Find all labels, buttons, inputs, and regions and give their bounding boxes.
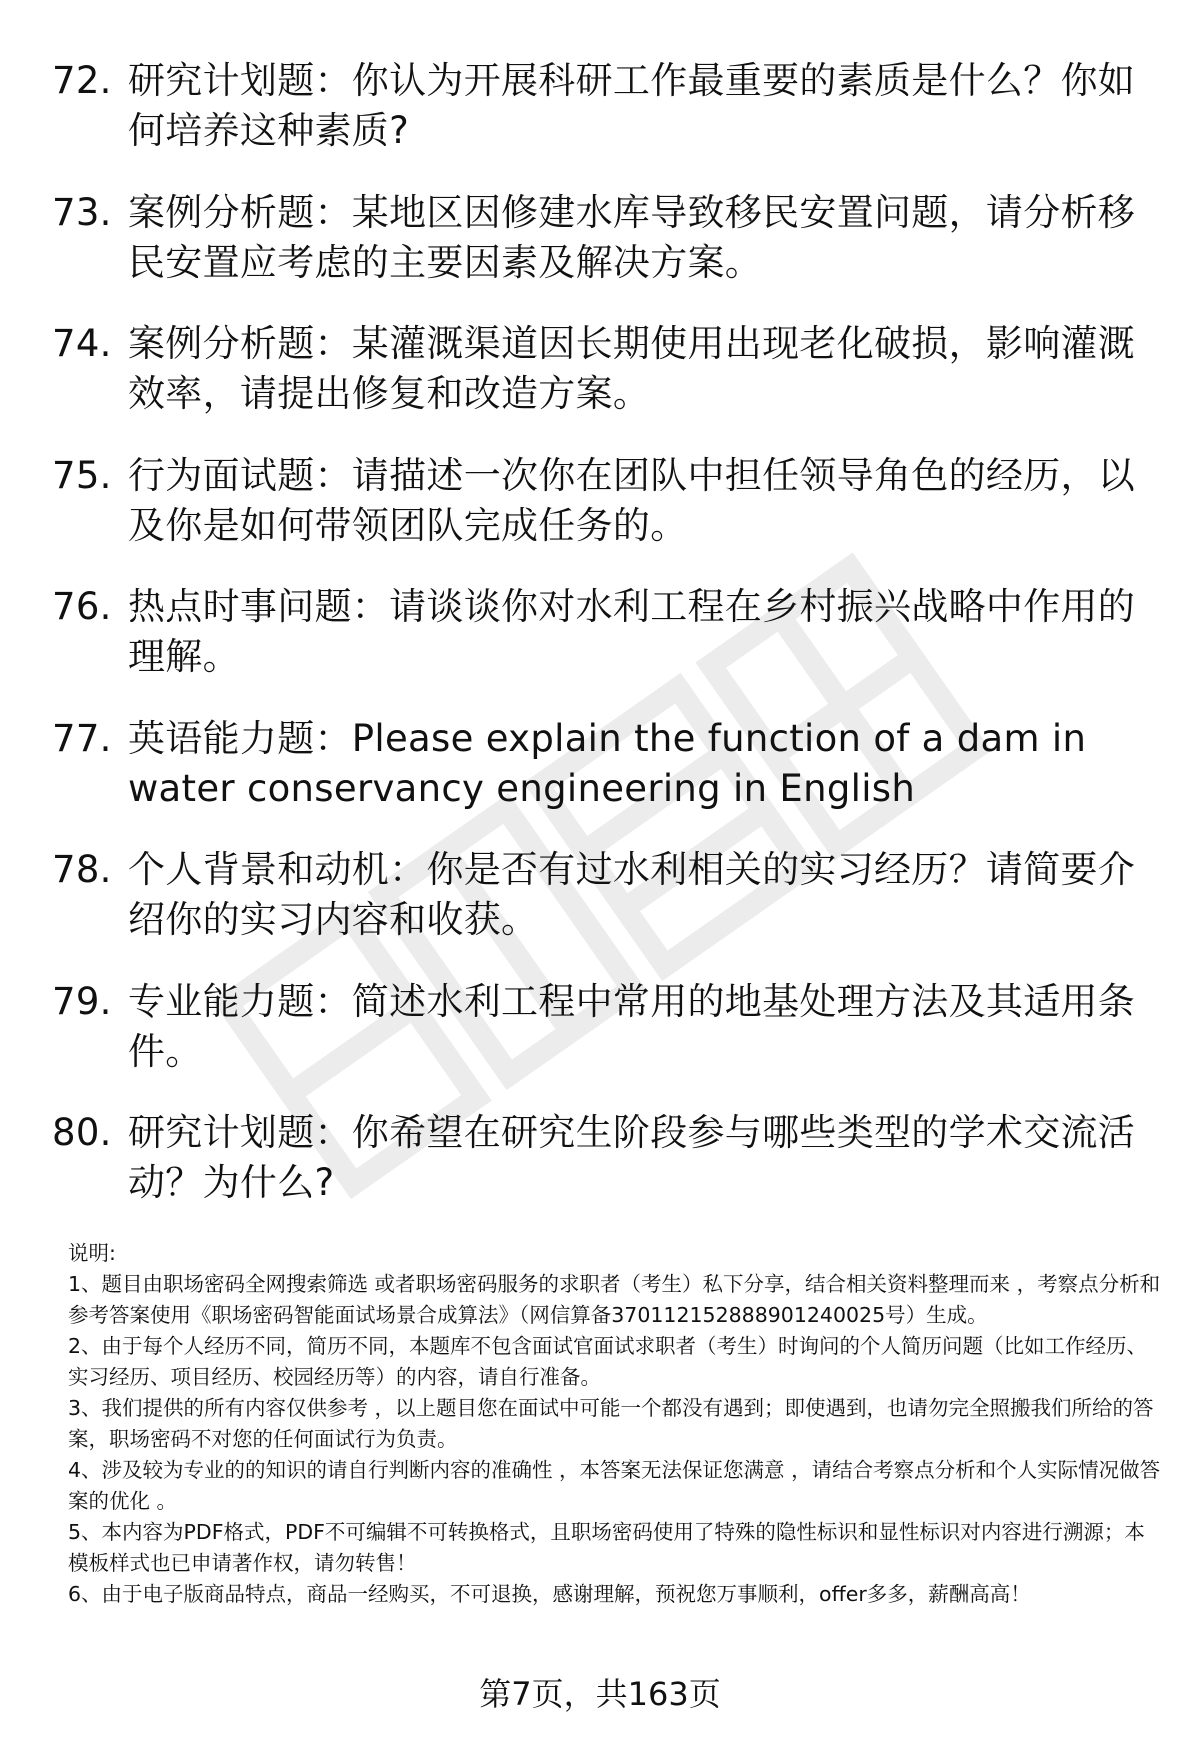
note-item: 2、由于每个人经历不同，简历不同，本题库不包含面试官面试求职者（考生）时询问的个人简历问题（比如工作经历、实习经历、项目经历、校园经历等）的内容，请自行准备。 — [68, 1334, 1148, 1389]
note-item: 4、涉及较为专业的的知识的请自行判断内容的准确性 ，本答案无法保证您满意 ，请结合考察点分析和个人实际情况做答案的优化 。 — [68, 1458, 1161, 1513]
note-item: 3、我们提供的所有内容仅供参考 ，以上题目您在面试中可能一个都没有遇到；即使遇到，也请勿完全照搬我们所给的答案，职场密码不对您的任何面试行为负责。 — [68, 1396, 1154, 1451]
question-text: 研究计划题：你认为开展科研工作最重要的素质是什么？你如何培养这种素质? — [128, 59, 1136, 152]
question-item — [52, 319, 1162, 419]
question-number: 72. — [52, 59, 112, 102]
question-number: 74. — [52, 322, 112, 365]
question-number: 76. — [52, 585, 112, 628]
question-text: 案例分析题：某地区因修建水库导致移民安置问题，请分析移民安置应考虑的主要因素及解决方案。 — [128, 190, 1136, 284]
question-text: 个人背景和动机：你是否有过水利相关的实习经历？请简要介绍你的实习内容和收获。 — [128, 848, 1136, 941]
question-item — [52, 582, 1162, 682]
question-number: 77. — [52, 716, 112, 760]
question-text: 英语能力题：Please explain the function of a dam in water conservancy engineering in English — [128, 716, 1087, 810]
question-text: 研究计划题：你希望在研究生阶段参与哪些类型的学术交流活动？为什么? — [128, 1111, 1136, 1204]
note-item: 6、由于电子版商品特点，商品一经购买，不可退换，感谢理解，预祝您万事顺利，offer多多，薪酬高高！ — [68, 1582, 1031, 1606]
question-number: 73. — [52, 190, 112, 234]
notes-heading: 说明: — [68, 1241, 116, 1265]
question-item — [52, 714, 1162, 814]
question-text: 专业能力题：简述水利工程中常用的地基处理方法及其适用条件。 — [128, 979, 1136, 1073]
question-item — [52, 1108, 1162, 1208]
notes-section — [68, 1238, 1163, 1610]
question-number: 80. — [52, 1111, 112, 1154]
question-number: 78. — [52, 848, 112, 891]
question-text: 行为面试题：请描述一次你在团队中担任领导角色的经历，以及你是如何带领团队完成任务的。 — [128, 453, 1136, 547]
question-item — [52, 56, 1162, 156]
question-number: 79. — [52, 979, 112, 1023]
question-number: 75. — [52, 453, 112, 497]
question-item — [52, 845, 1162, 945]
question-text: 案例分析题：某灌溉渠道因长期使用出现老化破损，影响灌溉效率，请提出修复和改造方案。 — [128, 322, 1136, 415]
question-item — [52, 188, 1162, 288]
note-item: 5、本内容为PDF格式，PDF不可编辑不可转换格式，且职场密码使用了特殊的隐性标识和显性标识对内容进行溯源；本模板样式也已申请著作权，请勿转售！ — [68, 1520, 1145, 1575]
question-text: 热点时事问题：请谈谈你对水利工程在乡村振兴战略中作用的理解。 — [128, 585, 1136, 678]
note-item: 1、题目由职场密码全网搜索筛选 或者职场密码服务的求职者（考生）私下分享，结合相关资料整理而来 ，考察点分析和参考答案使用《职场密码智能面试场景合成算法》（网信算备370112152888901240025号）生成。 — [68, 1272, 1161, 1327]
question-list — [52, 56, 1162, 1240]
question-item — [52, 451, 1162, 551]
page-footer: 第7页，共163页 — [479, 1675, 721, 1713]
question-item — [52, 977, 1162, 1077]
